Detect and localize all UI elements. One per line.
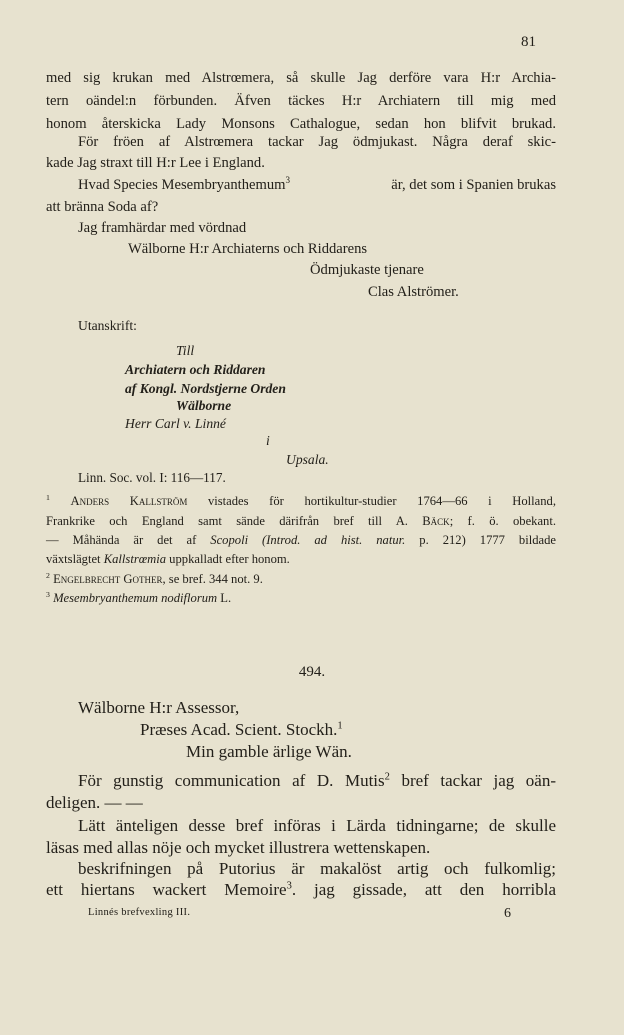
footnote-3: $^3$ Mesembryanthemum nodiflorum L. xyxy=(46,589,232,605)
body-line: med sig krukan med Alstrœmera, så skulle Jag derföre vara H:r Archia- xyxy=(46,70,556,86)
paragraph-line: ett hiertans wackert Memoire$^3$. jag gissade, att den horribla xyxy=(46,880,557,899)
body-line: kade Jag straxt till H:r Lee i England. xyxy=(46,155,265,171)
footnote-ref: 3 xyxy=(285,175,291,186)
address-line: i xyxy=(266,433,270,448)
address-line: Archiatern och Riddaren xyxy=(125,362,266,377)
footnote-1: $^1$ Anders Kallström vistades för hortikultur-studier 1764—66 i Holland, xyxy=(46,492,556,508)
paragraph-line: deligen. — — xyxy=(46,793,143,812)
closing-line: Wälborne H:r Archiaterns och Riddarens xyxy=(128,241,368,257)
signature: Clas Alströmer. xyxy=(368,284,459,300)
footnote-1-line: — Måhända är det af Scopoli (Introd. ad hist. natur. p. 212) 1777 bildade xyxy=(46,533,557,547)
body-line: Jag framhärdar med vördnad xyxy=(78,220,247,236)
closing-line: Ödmjukaste tjenare xyxy=(310,262,424,278)
footnote-ref: 1 xyxy=(337,720,343,732)
body-line: För fröen af Alstrœmera tackar Jag ödmjukast. Några deraf skic- xyxy=(78,134,556,150)
address-line: af Kongl. Nordstjerne Orden xyxy=(125,381,286,396)
salutation-line: Wälborne H:r Assessor, xyxy=(78,698,240,717)
footnote-1-line: Frankrike och England samt sände därifrån bref till A. Bäck; f. ö. obekant. xyxy=(46,514,556,528)
address-label: Utanskrift: xyxy=(78,318,137,333)
address-line: Till xyxy=(176,343,195,358)
address-line: Wälborne xyxy=(176,398,232,413)
page-number: 81 xyxy=(521,34,536,50)
body-line: Hvad Species Mesembryanthemum$^3$ xyxy=(78,175,291,193)
paragraph-line: För gunstig communication af D. Mutis$^2$ bref tackar jag oän- xyxy=(78,771,557,790)
running-footer-title: Linnés brefvexling III. xyxy=(88,907,191,918)
letter-number: 494. xyxy=(298,664,326,680)
address-line: Herr Carl v. Linné xyxy=(125,416,226,431)
paragraph-line: Lätt änteligen desse bref införas i Lärda tidningarne; de skulle xyxy=(78,816,556,835)
footnote-2: $^2$ Engelbrecht Gother, se bref. 344 not. 9. xyxy=(46,570,263,586)
source-reference: Linn. Soc. vol. I: 116—117. xyxy=(78,470,226,485)
paragraph-line: läsas med allas nöje och mycket illustrera wettenskapen. xyxy=(46,838,431,857)
address-line: Upsala. xyxy=(286,452,329,467)
sheet-signature: 6 xyxy=(504,906,511,921)
body-line: är, det som i Spanien brukas xyxy=(391,177,556,193)
body-line: att bränna Soda af? xyxy=(46,199,159,215)
body-line: honom återskicka Lady Monsons Cathalogue, sedan hon blifvit brukad. xyxy=(46,116,556,132)
salutation-line: Præses Acad. Scient. Stockh.$^1$ xyxy=(140,720,343,739)
paragraph-line: beskrifningen på Putorius är makalöst artig och fulkomlig; xyxy=(78,859,556,878)
body-line: tern oändel:n förbunden. Äfven täckes H:r Archiatern till mig med xyxy=(46,93,556,109)
salutation-line: Min gamble ärlige Wän. xyxy=(186,742,352,761)
footnote-1-line: växtslägtet Kallstrœmia uppkalladt efter honom. xyxy=(46,552,290,566)
